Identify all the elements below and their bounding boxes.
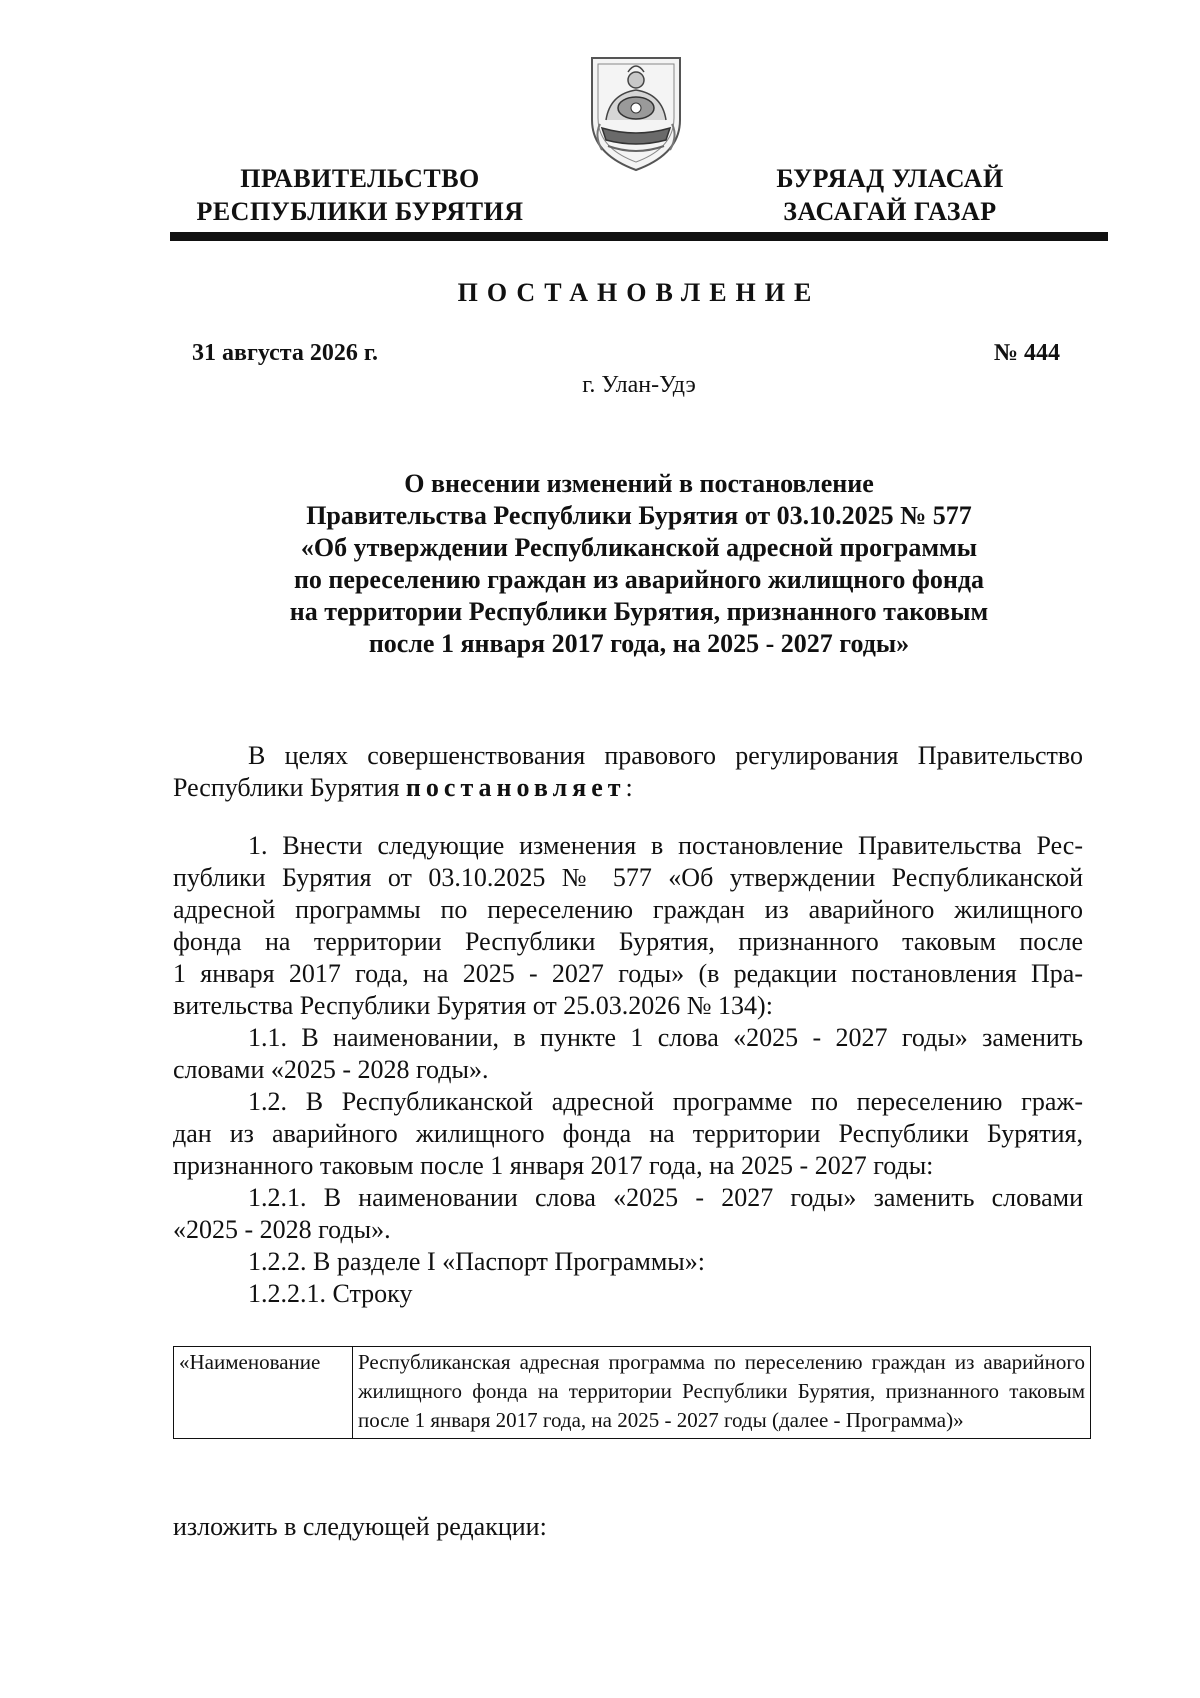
header-divider (170, 232, 1108, 241)
header-right-line2: ЗАСАГАЙ ГАЗАР (783, 197, 997, 226)
clause-1-line: 1 января 2017 года, на 2025 - 2027 годы» (в редакции постановления Пра- (173, 959, 1083, 988)
clause-1-2-line: дан из аварийного жилищного фонда на территории Республики Бурятия, (173, 1119, 1083, 1148)
table-row (174, 1347, 1091, 1439)
quoted-passport-row (173, 1346, 1091, 1439)
preamble (173, 740, 1083, 804)
title-line: «Об утверждении Республиканской адресной программы (300, 533, 978, 562)
clause-1-line: публики Бурятия от 03.10.2025 № 577 «Об утверждении Республиканской (173, 863, 1083, 892)
document-number: № 444 (993, 340, 1060, 366)
clause-1-1-line: 1.1. В наименовании, в пункте 1 слова «2025 - 2027 годы» заменить (248, 1023, 1083, 1052)
title-line: на территории Республики Бурятия, признанного таковым (289, 597, 989, 626)
preamble-line2-end: : (625, 773, 633, 802)
header-left-line2: РЕСПУБЛИКИ БУРЯТИЯ (196, 197, 524, 226)
document-title (170, 468, 1108, 660)
title-line: Правительства Республики Бурятия от 03.10.2025 № 577 (306, 501, 972, 530)
clause-1-2-2-1: 1.2.2.1. Строку (248, 1279, 413, 1308)
coat-of-arms-icon (586, 50, 686, 174)
clause-1-2-line: признанного таковым после 1 января 2017 года, на 2025 - 2027 годы: (173, 1151, 934, 1180)
clause-1-2-line: 1.2. В Республиканской адресной программе по переселению граж- (248, 1087, 1083, 1116)
clause-1-2-1-line: «2025 - 2028 годы». (173, 1215, 391, 1244)
clause-1-line: 1. Внести следующие изменения в постановление Правительства Рес- (248, 831, 1083, 860)
document-type: ПОСТАНОВЛЕНИЕ (457, 278, 821, 307)
preamble-line1: В целях совершенствования правового регулирования Правительство (248, 741, 1083, 770)
clause-1-line: вительства Республики Бурятия от 25.03.2026 № 134): (173, 991, 773, 1020)
document-date: 31 августа 2026 г. (192, 340, 379, 366)
title-line: О внесении изменений в постановление (404, 469, 874, 498)
government-name-russian (170, 162, 550, 228)
header-right-line1: БУРЯАД УЛАСАЙ (776, 164, 1004, 193)
clause-1-2-1-line: 1.2.1. В наименовании слова «2025 - 2027 годы» заменить словами (248, 1183, 1083, 1212)
clause-1-2-2: 1.2.2. В разделе I «Паспорт Программы»: (248, 1247, 705, 1276)
decree-word: постановляет (405, 773, 626, 802)
government-name-buryat (740, 162, 1040, 228)
preamble-line2 (173, 772, 1083, 804)
preamble-line2-start: Республики Бурятия (173, 773, 406, 802)
closing-phrase: изложить в следующей редакции: (173, 1512, 547, 1541)
row-key: «Наименование (174, 1347, 353, 1439)
clauses (173, 830, 1083, 1310)
clause-1-line: фонда на территории Республики Бурятия, признанного таковым после (173, 927, 1083, 956)
row-value: Республиканская адресная программа по переселению граждан из аварийного жилищного фонда на территории Республики Бурятия, признанного таковым после 1 января 2017 года, на 2025 - 2027 годы (далее - Программа)» (353, 1347, 1091, 1439)
clause-1-line: адресной программы по переселению граждан из аварийного жилищного (173, 895, 1083, 924)
title-line: по переселению граждан из аварийного жилищного фонда (293, 565, 985, 594)
document-city: г. Улан-Удэ (582, 372, 696, 398)
clause-1-1-line: словами «2025 - 2028 годы». (173, 1055, 489, 1084)
title-line: после 1 января 2017 года, на 2025 - 2027 годы» (368, 629, 910, 658)
header-left-line1: ПРАВИТЕЛЬСТВО (240, 164, 480, 193)
